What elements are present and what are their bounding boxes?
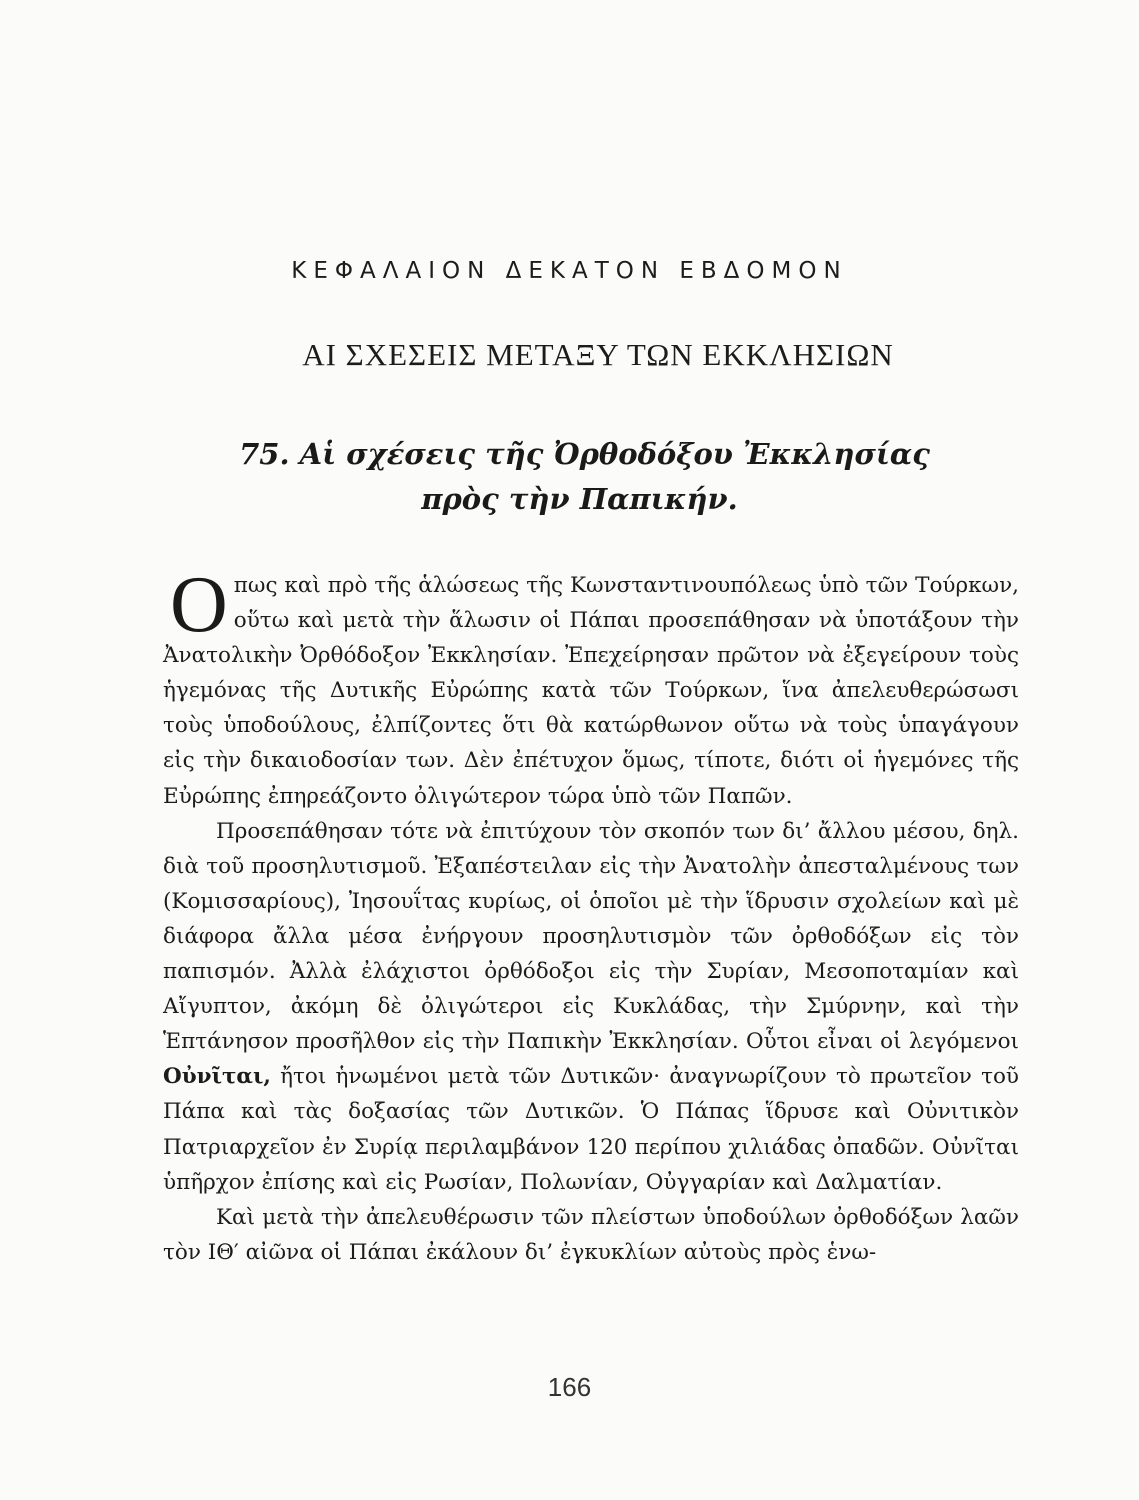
section-title-line-2: πρὸς τὴν Παπικήν.	[421, 482, 738, 516]
paragraph-1	[163, 561, 1019, 814]
page-number: 166	[547, 1372, 592, 1402]
paragraph-2-text-start: Προσεπάθησαν τότε νὰ ἐπιτύχουν τὸν σκοπόν των δι’ ἄλλου μέσου, δηλ. διὰ τοῦ προσηλυτισμοῦ. Ἐξαπέστειλαν εἰς τὴν Ἀνατολὴν ἀπεσταλμένους των (Κομισσαρίους), Ἰησουΐτας κυρίως, οἱ ὁποῖοι μὲ τὴν ἵδρυσιν σχολείων καὶ μὲ διάφορα ἄλλα μέσα ἐνήργουν προσηλυτισμὸν τῶν ὀρθοδόξων εἰς τὸν παπισμόν. Ἀλλὰ ἐλάχιστοι ὀρθόδοξοι εἰς τὴν Συρίαν, Μεσοποταμίαν καὶ Αἴγυπτον, ἀκόμη δὲ ὀλιγώτεροι εἰς Κυκλάδας, τὴν Σμύρνην, καὶ τὴν Ἑπτάνησον προσῆλθον εἰς τὴν Παπικὴν Ἐκκλησίαν. Οὗτοι εἶναι οἱ λεγόμενοι	[163, 818, 1019, 1055]
chapter-heading: ΚΕΦΑΛΑΙΟΝ ΔΕΚΑΤΟΝ ΕΒΔΟΜΟΝ	[291, 258, 848, 284]
paragraph-1-text: πως καὶ πρὸ τῆς ἁλώσεως τῆς Κωνσταντινουπόλεως ὑπὸ τῶν Τούρκων, οὕτω καὶ μετὰ τὴν ἅλωσιν οἱ Πάπαι προσεπάθησαν νὰ ὑποτάξουν τὴν Ἀνατολικὴν Ὀρθόδοξον Ἐκκλησίαν. Ἐπεχείρησαν πρῶτον νὰ ἐξεγείρουν τοὺς ἡγεμόνας τῆς Δυτικῆς Εὐρώπης κατὰ τῶν Τούρκων, ἵνα ἀπελευθερώσωσι τοὺς ὑποδούλους, ἐλπίζοντες ὅτι θὰ κατώρθωνον οὕτω νὰ τοὺς ὑπαγάγουν εἰς τὴν δικαιοδοσίαν των. Δὲν ἐπέτυχον ὅμως, τίποτε, διότι οἱ ἡγεμόνες τῆς Εὐρώπης ἐπηρεάζοντο ὀλιγώτερον τώρα ὑπὸ τῶν Παπῶν.	[163, 573, 1019, 809]
drop-cap: Ο	[170, 561, 228, 649]
section-title	[0, 432, 1139, 522]
paragraph-3	[163, 1200, 1019, 1270]
paragraph-2-text-end: ἤτοι ἡνωμένοι μετὰ τῶν Δυτικῶν· ἀναγνωρίζουν τὸ πρωτεῖον τοῦ Πάπα καὶ τὰς δοξασίας τῶν Δυτικῶν. Ὁ Πάπας ἵδρυσε καὶ Οὐνιτικὸν Πατριαρχεῖον ἐν Συρίᾳ περιλαμβάνον 120 περίπου χιλιάδας ὀπαδῶν. Οὐνῖται ὑπῆρχον ἐπίσης καὶ εἰς Ρωσίαν, Πολωνίαν, Οὐγγαρίαν καὶ Δαλματίαν.	[163, 1064, 1019, 1195]
section-title-line-1: 75. Αἱ σχέσεις τῆς Ὀρθοδόξου Ἐκκλησίας	[239, 437, 930, 471]
paragraph-2	[163, 814, 1019, 1200]
paragraph-2-bold-term: Οὐνῖται,	[163, 1064, 271, 1090]
body-text	[163, 561, 1019, 1270]
paragraph-3-text: Καὶ μετὰ τὴν ἀπελευθέρωσιν τῶν πλείστων ὑποδούλων ὀρθοδόξων λαῶν τὸν ΙΘ′ αἰῶνα οἱ Πάπαι ἐκάλουν δι’ ἐγκυκλίων αὐτοὺς πρὸς ἑνω-	[163, 1204, 1019, 1265]
chapter-title: ΑΙ ΣΧΕΣΕΙΣ ΜΕΤΑΞΥ ΤΩΝ ΕΚΚΛΗΣΙΩΝ	[302, 337, 894, 372]
